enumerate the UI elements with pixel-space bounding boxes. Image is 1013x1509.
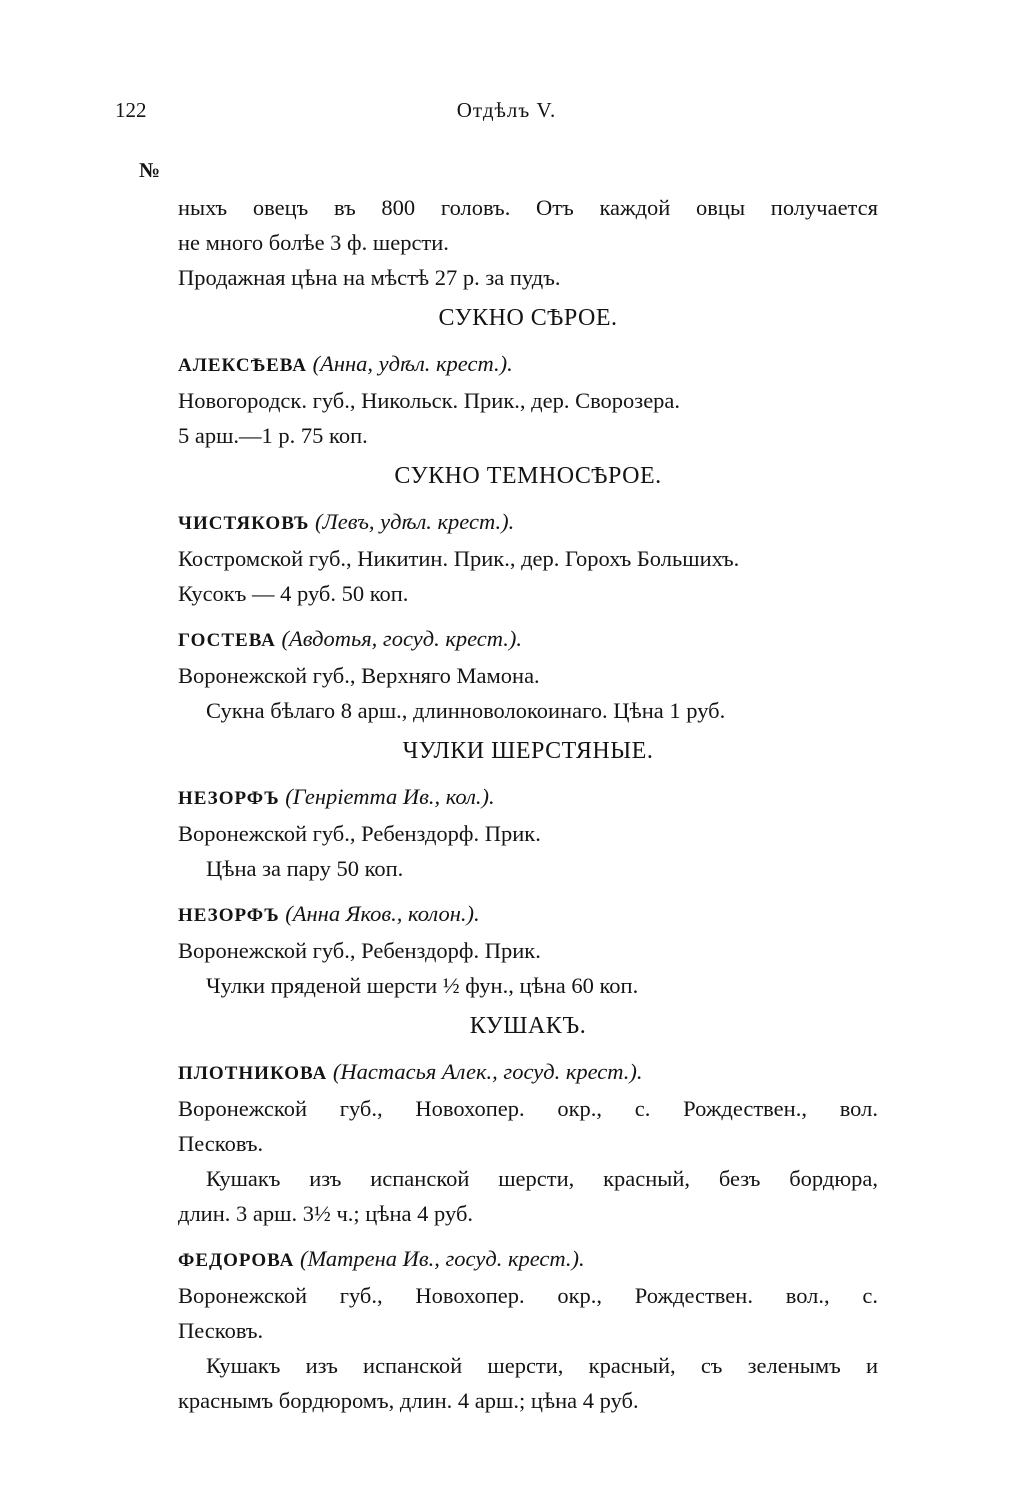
exhibitor-location: Воронежской губ., Новохопер. окр., Рождествен. вол., с. (178, 1283, 878, 1308)
exhibitor-location: Песковъ. (178, 1318, 264, 1343)
intro-line: не много болѣе 3 ф. шерсти. (178, 230, 449, 255)
exhibitor-location: Костромской губ., Никитин. Прик., дер. Горохъ Большихъ. (178, 546, 740, 571)
page-number: 122 (115, 98, 147, 122)
section-heading: КУШАКЪ. (469, 1013, 587, 1039)
exhibitor-name: ФЕДОРОВА (178, 1250, 295, 1271)
exhibitor-entry-header (178, 779, 878, 816)
section-heading: СУКНО СѢРОЕ. (438, 305, 618, 331)
exhibitor-location: Воронежской губ., Ребенздорф. Прик. (178, 938, 541, 963)
exhibitor-entry-header (178, 1241, 878, 1278)
exhibitor-name: НЕЗОРФЪ (178, 788, 280, 809)
exhibit-detail: 5 арш.—1 р. 75 коп. (178, 423, 368, 448)
section-heading: ЧУЛКИ ШЕРСТЯНЫЕ. (402, 738, 654, 764)
intro-line: Продажная цѣна на мѣстѣ 27 р. за пудъ. (178, 265, 561, 290)
page-body (178, 190, 878, 1418)
exhibitor-name: НЕЗОРФЪ (178, 905, 280, 926)
exhibitor-name: АЛЕКСѢЕВА (178, 355, 307, 376)
running-header (0, 98, 1013, 134)
exhibit-detail: Сукна бѣлаго 8 арш., длинноволокоинаго. Цѣна 1 руб. (206, 698, 726, 723)
exhibit-detail: Кушакъ изъ испанской шерсти, красный, безъ бордюра, (206, 1166, 878, 1191)
exhibitor-location: Воронежской губ., Ребенздорф. Прик. (178, 821, 541, 846)
exhibitor-entry-header (178, 346, 878, 383)
exhibitor-location: Воронежской губ., Новохопер. окр., с. Рождествен., вол. (178, 1096, 878, 1121)
exhibitor-name: ГОСТЕВА (178, 630, 276, 651)
exhibit-detail: длин. 3 арш. 3½ ч.; цѣна 4 руб. (178, 1201, 474, 1226)
exhibitor-info: (Левъ, удѣл. крест.). (315, 509, 515, 534)
exhibit-detail: Кушакъ изъ испанской шерсти, красный, съ зеленымъ и (206, 1353, 878, 1378)
exhibitor-location: Песковъ. (178, 1131, 264, 1156)
exhibitor-entry-header (178, 621, 878, 658)
exhibitor-info: (Настасья Алек., госуд. крест.). (332, 1059, 643, 1084)
exhibitor-info: (Генріетта Ив., кол.). (285, 784, 495, 809)
exhibit-detail: краснымъ бордюромъ, длин. 4 арш.; цѣна 4 руб. (178, 1388, 639, 1413)
exhibitor-entry-header (178, 1054, 878, 1091)
exhibitor-info: (Анна, удѣл. крест.). (312, 351, 513, 376)
section-title: Отдѣлъ V. (456, 98, 557, 122)
exhibitor-location: Новогородск. губ., Никольск. Прик., дер. Сворозера. (178, 388, 681, 413)
exhibit-detail: Цѣна за пару 50 коп. (206, 856, 404, 881)
exhibitor-info: (Анна Яков., колон.). (285, 901, 480, 926)
exhibitor-entry-header (178, 504, 878, 541)
number-sign: № (139, 158, 161, 182)
exhibitor-location: Воронежской губ., Верхняго Мамона. (178, 663, 540, 688)
exhibitor-info: (Матрена Ив., госуд. крест.). (299, 1246, 585, 1271)
exhibit-detail: Чулки пряденой шерсти ½ фун., цѣна 60 коп. (206, 973, 639, 998)
intro-line: ныхъ овецъ въ 800 головъ. Отъ каждой овцы получается (178, 195, 878, 220)
exhibit-detail: Кусокъ — 4 руб. 50 коп. (178, 581, 409, 606)
exhibitor-name: ПЛОТНИКОВА (178, 1063, 328, 1084)
exhibitor-info: (Авдотья, госуд. крест.). (281, 626, 523, 651)
exhibitor-entry-header (178, 896, 878, 933)
section-heading: СУКНО ТЕМНОСѢРОЕ. (394, 463, 662, 489)
exhibitor-name: ЧИСТЯКОВЪ (178, 513, 310, 534)
